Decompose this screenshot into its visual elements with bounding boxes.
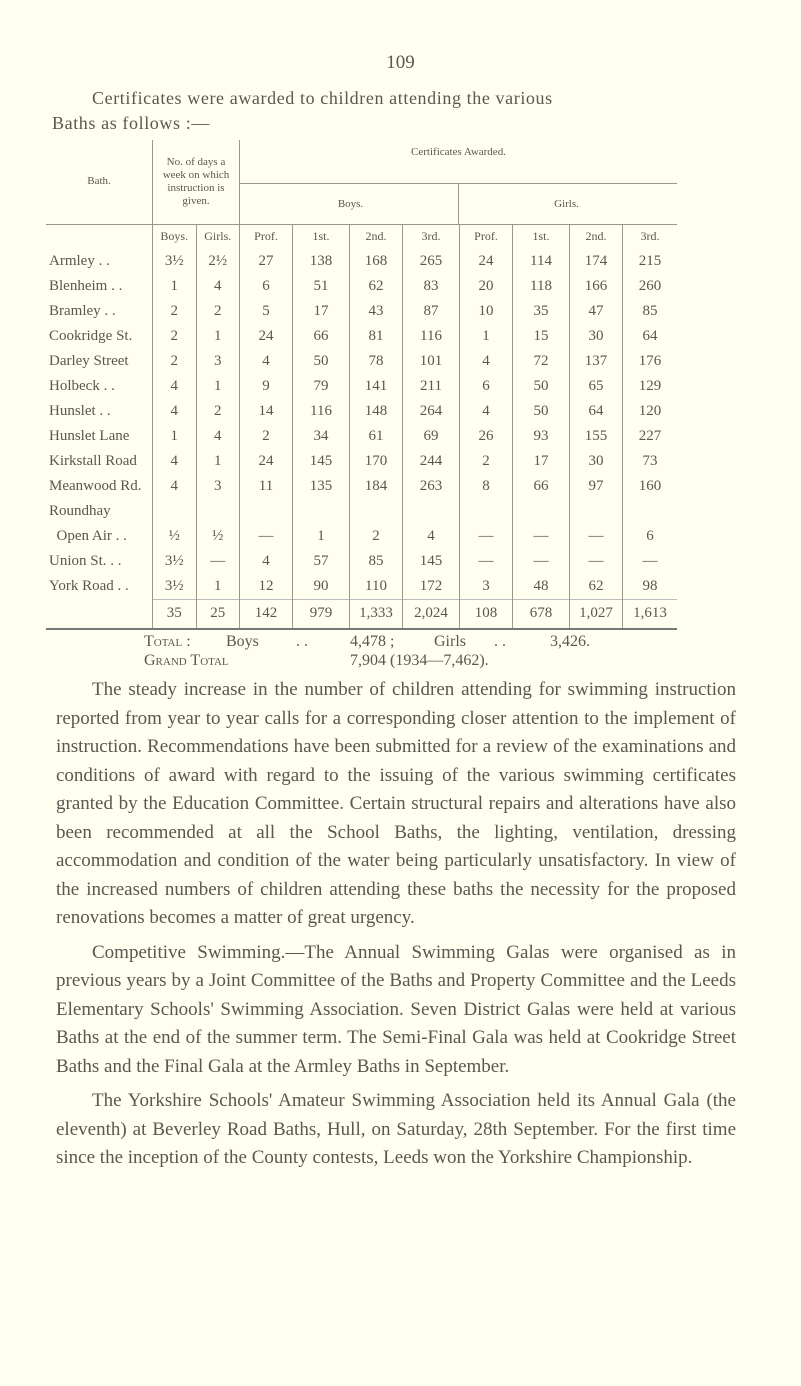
table-cell: 3 [196,474,240,499]
table-cell: 6 [460,374,513,399]
table-row [46,349,677,374]
table-cell: 141 [350,374,403,399]
bath-name: Roundhay [49,502,111,519]
table-cell: 50 [513,399,570,424]
table-row [46,549,677,574]
table-cell: 10 [460,299,513,324]
table-cell [293,499,350,524]
bath-name: York Road . . [49,577,129,594]
table-cell: 65 [570,374,623,399]
table-cell: 168 [350,249,403,274]
table-cell: 176 [623,349,678,374]
table-cell: 1 [153,274,197,299]
girls-label: Girls [434,633,466,650]
girls-header: Girls. [458,184,674,224]
table-cell: 26 [460,424,513,449]
table-cell: 4 [153,374,197,399]
table-cell: 155 [570,424,623,449]
subheader-cell: Boys. [153,224,197,249]
table-row [46,449,677,474]
table-cell: 2 [196,299,240,324]
table-cell: 2 [240,424,293,449]
table-cell: 98 [623,574,678,600]
table-cell [153,499,197,524]
table-cell: 35 [513,299,570,324]
table-row [46,524,677,549]
bath-name: Hunslet . . [49,402,111,419]
table-cell: 24 [240,324,293,349]
table-cell: 62 [570,574,623,600]
boys-header: Boys. [337,197,364,210]
table-cell: 260 [623,274,678,299]
table-cell: 135 [293,474,350,499]
subheader-cell: Prof. [460,224,513,249]
table-row [46,474,677,499]
table-cell: 6 [623,524,678,549]
table-cell: 5 [240,299,293,324]
table-cell: 17 [293,299,350,324]
table-cell: 85 [623,299,678,324]
bath-name: Open Air . . [49,527,127,544]
table-cell: 174 [570,249,623,274]
table-cell: 24 [240,449,293,474]
table-cell: 83 [403,274,460,299]
bath-name: Blenheim . . [49,277,123,294]
table-cell: 6 [240,274,293,299]
table-cell: 14 [240,399,293,424]
table-cell: 211 [403,374,460,399]
table-cell: — [513,549,570,574]
table-cell: 2 [153,349,197,374]
intro-line: Baths as follows :— [52,113,210,133]
table-row [46,374,677,399]
grand-total-label: Grand Total [144,652,229,669]
table-cell: 116 [293,399,350,424]
subheader-cell: Prof. [240,224,293,249]
intro [52,86,732,136]
table-cell: 17 [513,449,570,474]
table-cell [623,499,678,524]
table-cell: 47 [570,299,623,324]
table-cell: 114 [513,249,570,274]
table-cell: 118 [513,274,570,299]
table-cell: 57 [293,549,350,574]
table-cell: 3½ [153,574,197,600]
table-cell: 90 [293,574,350,600]
table-cell: ½ [196,524,240,549]
table-cell: 61 [350,424,403,449]
table-cell: 81 [350,324,403,349]
total-cell: 25 [196,599,240,629]
grand-total: 7,904 (1934—7,462). [350,652,489,669]
table-cell: 120 [623,399,678,424]
blank [46,599,153,629]
table-cell: — [240,524,293,549]
table-cell: 30 [570,449,623,474]
table-cell: 265 [403,249,460,274]
bath-name: Meanwood Rd. [49,477,142,494]
bath-name: Darley Street [49,352,129,369]
subheader-cell: 3rd. [403,224,460,249]
total-cell: 35 [153,599,197,629]
col-bath: Bath. [87,175,111,188]
bath-name: Hunslet Lane [49,427,130,444]
bath-name: Bramley . . [49,302,116,319]
total-cell: 108 [460,599,513,629]
table-cell: 137 [570,349,623,374]
table-cell: 148 [350,399,403,424]
table-cell: 244 [403,449,460,474]
table-cell [403,499,460,524]
dots: . . [296,633,308,650]
table-cell: 1 [293,524,350,549]
table-cell: — [460,549,513,574]
table-cell: 170 [350,449,403,474]
table-cell: — [460,524,513,549]
table-cell: 160 [623,474,678,499]
table-cell: 172 [403,574,460,600]
table-cell: 72 [513,349,570,374]
table-cell: 93 [513,424,570,449]
table-cell: 51 [293,274,350,299]
paragraph: The Yorkshire Schools' Amateur Swimming Association held its Annual Gala (the eleventh) at Beverley Road Baths, Hull, on Saturday, 28th September. For the first time since the inception of the County contests, Leeds won the Yorkshire Championship. [56,1090,736,1168]
col-days: No. of days a week on which instruction is given. [153,140,240,224]
table-cell [350,499,403,524]
table-cell: — [513,524,570,549]
total-cell: 2,024 [403,599,460,629]
table-cell: 78 [350,349,403,374]
table-cell: 4 [153,449,197,474]
table-cell: 50 [293,349,350,374]
table-row [46,499,677,524]
total-label: Total : [144,633,191,650]
table-cell: 263 [403,474,460,499]
table-cell: 11 [240,474,293,499]
table-cell [460,499,513,524]
table-row [46,399,677,424]
table-cell: 64 [623,324,678,349]
table-cell: 3 [460,574,513,600]
table-cell: 1 [196,324,240,349]
table-cell: 215 [623,249,678,274]
table-cell: 2 [153,324,197,349]
table-cell: 73 [623,449,678,474]
table-cell: 227 [623,424,678,449]
subheader-cell: Girls. [196,224,240,249]
table-row [46,274,677,299]
table-cell: 166 [570,274,623,299]
dots: . . [494,633,506,650]
total-cell: 1,333 [350,599,403,629]
table-cell: 62 [350,274,403,299]
page-number: 109 [386,52,415,73]
subheader-cell: 1st. [513,224,570,249]
table-cell: 4 [196,424,240,449]
table-cell: 2 [153,299,197,324]
cert-header: Certificates Awarded. [240,146,677,184]
table-cell: 129 [623,374,678,399]
total-cell: 142 [240,599,293,629]
table-cell: — [570,524,623,549]
table-cell: 2½ [196,249,240,274]
table-cell: 79 [293,374,350,399]
subheader-cell: 2nd. [570,224,623,249]
total-cell: 678 [513,599,570,629]
table-cell: 43 [350,299,403,324]
paragraph: Competitive Swimming.—The Annual Swimming Galas were organised as in previous years by a Joint Committee of the Baths and Property Committee and the Leeds Elementary Schools' Swimming Association. Seven District Galas were held at various Baths at the end of the summer term. The Semi-Final Gala was held at Cookridge Street Baths and the Final Gala at the Armley Baths in September. [56,941,736,1077]
table-cell: — [623,549,678,574]
totals-summary [144,632,590,670]
boys-total: 4,478 ; [350,633,395,650]
paragraph: The steady increase in the number of children attending for swimming instruction reported from year to year calls for a corresponding closer attention to the implement of instruction. Recommendations have been submitted for a review of the examinations and conditions of award with regard to the issuing of the various swimming certificates granted by the Education Committee. Certain structural repairs and alterations have also been recommended at all the School Baths, the lighting, ventilation, dressing accommodation and condition of the water being particularly unsatisfactory. In view of the increased numbers of children attending these baths the necessity for the proposed renovations becomes a matter of great urgency. [56,679,736,928]
table-cell: 116 [403,324,460,349]
table-cell: 4 [240,349,293,374]
table-cell: 15 [513,324,570,349]
bath-name: Kirkstall Road [49,452,137,469]
table-cell: 30 [570,324,623,349]
table-cell: 50 [513,374,570,399]
table-cell: 1 [196,449,240,474]
table-cell: 24 [460,249,513,274]
table-cell: 3 [196,349,240,374]
table-cell: 138 [293,249,350,274]
table-cell: 2 [350,524,403,549]
table-row [46,249,677,274]
table-cell [240,499,293,524]
table-cell: 4 [403,524,460,549]
table-cell: 4 [153,399,197,424]
table-cell: 69 [403,424,460,449]
table-cell: 87 [403,299,460,324]
table-cell: 64 [570,399,623,424]
table-cell: 20 [460,274,513,299]
bath-name: Union St. . . [49,552,122,569]
table-cell: 4 [196,274,240,299]
table-cell: — [570,549,623,574]
table-cell: 4 [460,399,513,424]
subheader-cell: 3rd. [623,224,678,249]
col-certificates [240,140,678,224]
certificates-table [46,140,677,630]
table-cell: 145 [403,549,460,574]
total-cell: 979 [293,599,350,629]
table-cell: 101 [403,349,460,374]
subheader-cell: 1st. [293,224,350,249]
table-cell: 66 [293,324,350,349]
table-row [46,324,677,349]
table-cell: 2 [460,449,513,474]
boys-label: Boys [226,633,259,650]
table-cell: 1 [196,374,240,399]
total-cell: 1,613 [623,599,678,629]
table-cell: 4 [240,549,293,574]
table-cell: 12 [240,574,293,600]
sub-blank [46,224,153,249]
table-cell: 97 [570,474,623,499]
table-cell: — [196,549,240,574]
table-cell: 3½ [153,549,197,574]
bath-name: Armley . . [49,252,110,269]
table-cell: ½ [153,524,197,549]
total-cell: 1,027 [570,599,623,629]
table-cell [196,499,240,524]
girls-total: 3,426. [550,633,590,650]
table-cell: 27 [240,249,293,274]
table-cell: 9 [240,374,293,399]
bath-name: Cookridge St. [49,327,133,344]
table-cell: 8 [460,474,513,499]
table-cell: 48 [513,574,570,600]
table-cell: 85 [350,549,403,574]
table-cell [513,499,570,524]
table-cell [570,499,623,524]
table-row [46,574,677,600]
totals-row [46,599,677,629]
bath-name: Holbeck . . [49,377,115,394]
table-cell: 4 [153,474,197,499]
table-cell: 2 [196,399,240,424]
table-cell: 34 [293,424,350,449]
intro-line: Certificates were awarded to children attending the various [92,88,553,108]
table-cell: 3½ [153,249,197,274]
table-cell: 4 [460,349,513,374]
table-row [46,424,677,449]
table-cell: 145 [293,449,350,474]
subheader-cell: 2nd. [350,224,403,249]
table-cell: 264 [403,399,460,424]
table-cell: 1 [460,324,513,349]
body-text [56,676,736,1179]
table-cell: 1 [196,574,240,600]
table-row [46,299,677,324]
table-cell: 66 [513,474,570,499]
table-cell: 110 [350,574,403,600]
table-cell: 1 [153,424,197,449]
table-cell: 184 [350,474,403,499]
